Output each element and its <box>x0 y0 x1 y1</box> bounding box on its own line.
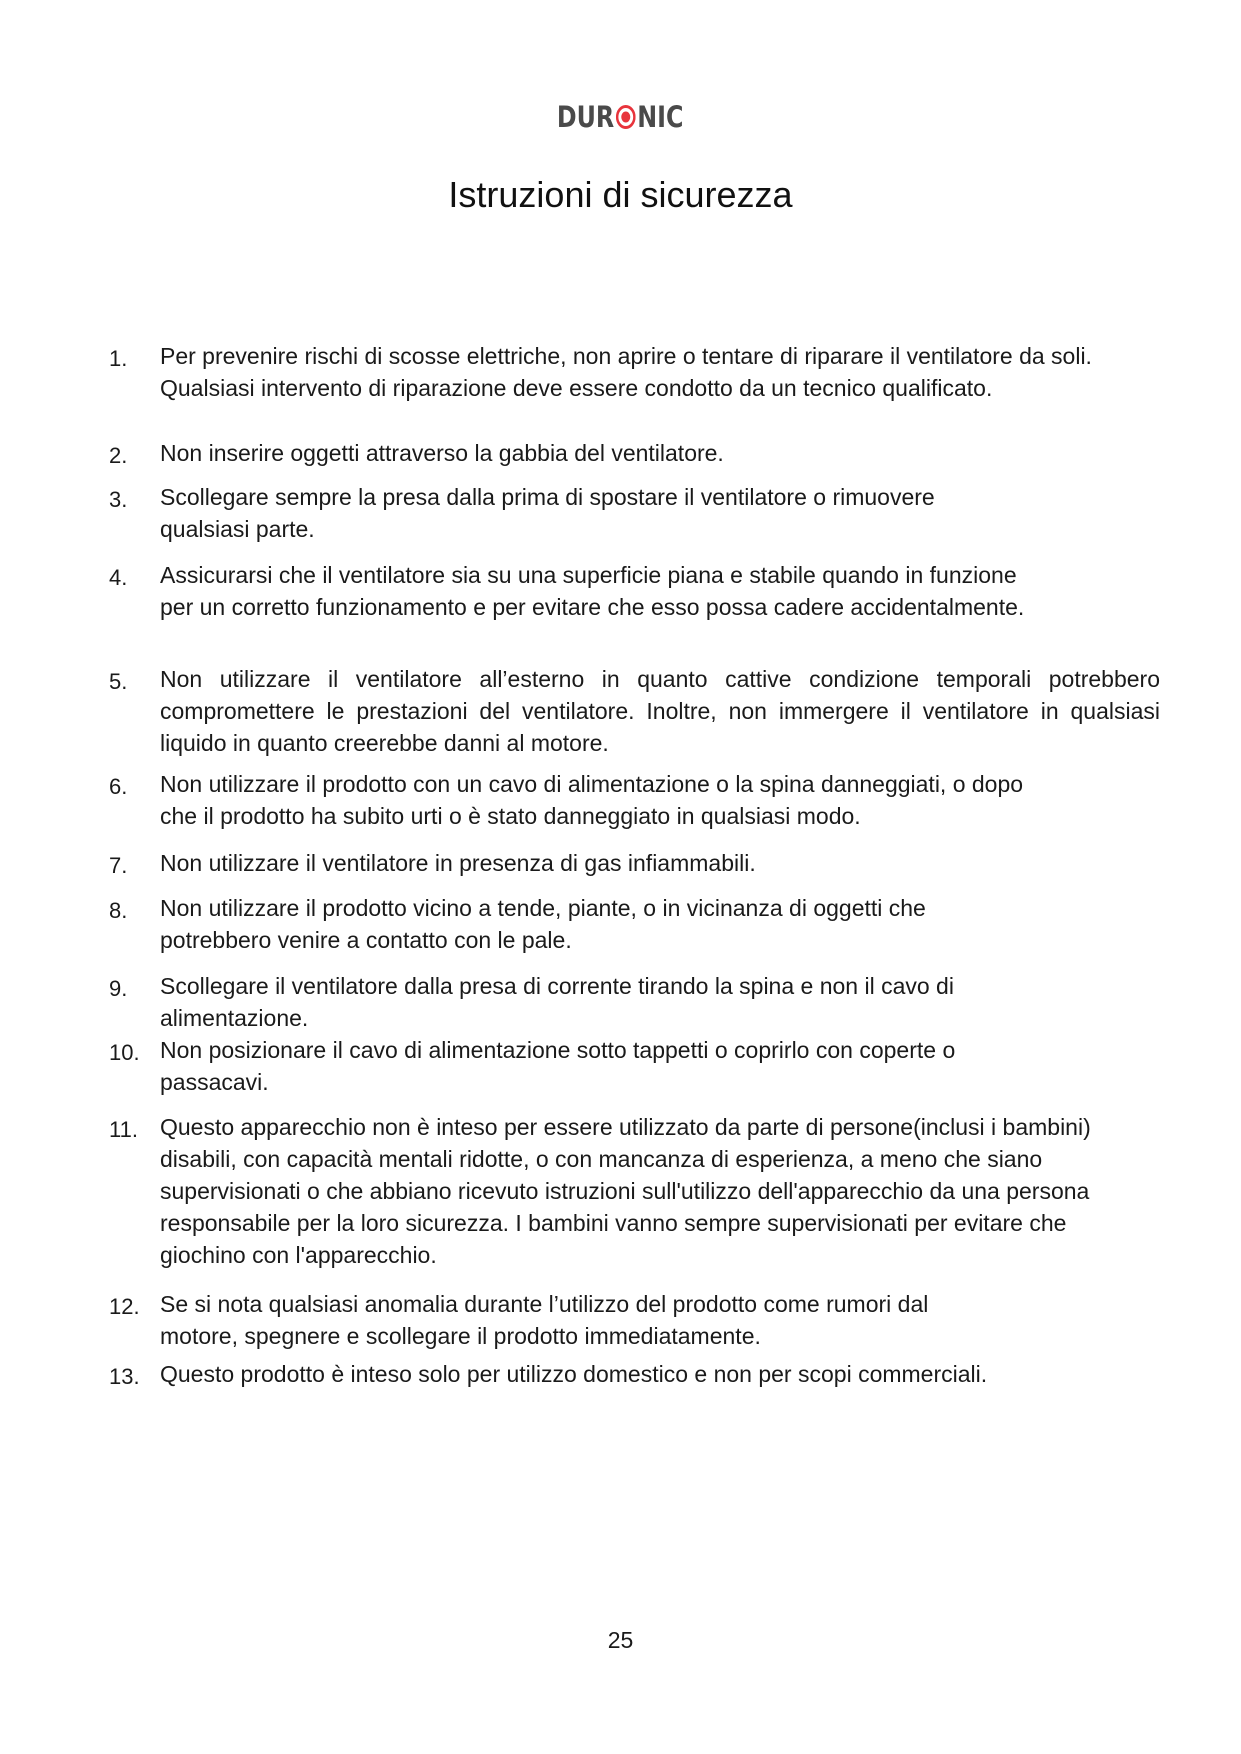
item-number: 11. <box>109 1117 138 1142</box>
brand-text-right: NIC <box>637 100 684 134</box>
item-number: 8. <box>109 898 128 923</box>
item-text: Questo prodotto è inteso solo per utilizzo domestico e non per scopi commerciali. <box>160 1361 988 1387</box>
item-text: Questo apparecchio non è inteso per essere utilizzato da parte di persone(inclusi i bambini) disabili, con capacità mentali ridotte, o con mancanza di esperienza, a meno che siano supervisionati o che abbiano ricevuto istruzioni sull'utilizzo dell'apparecchio da una persona responsabile per la loro sicurezza. I bambini vanno sempre supervisionati per evitare che giochino con l'apparecchio. <box>160 1114 1091 1268</box>
power-o-icon <box>616 105 636 129</box>
item-text: Non posizionare il cavo di alimentazione sotto tappetti o coprirlo con coperte o passacavi. <box>160 1037 956 1095</box>
item-number: 3. <box>109 487 128 512</box>
item-text: Per prevenire rischi di scosse elettriche, non aprire o tentare di riparare il ventilatore da soli. Qualsiasi intervento di riparazione deve essere condotto da un tecnico qualificato. <box>160 343 1092 401</box>
item-number: 4. <box>109 565 128 590</box>
brand-text-left: DUR <box>557 100 615 134</box>
item-text: Non utilizzare il prodotto vicino a tende, piante, o in vicinanza di oggetti che potrebbero venire a contatto con le pale. <box>160 895 926 953</box>
item-number: 7. <box>109 853 128 878</box>
item-text: Scollegare il ventilatore dalla presa di corrente tirando la spina e non il cavo di alimentazione. <box>160 973 954 1031</box>
item-number: 6. <box>109 774 128 799</box>
item-text: Se si nota qualsiasi anomalia durante l’utilizzo del prodotto come rumori dal motore, spegnere e scollegare il prodotto immediatamente. <box>160 1291 929 1349</box>
item-text: Non utilizzare il prodotto con un cavo di alimentazione o la spina danneggiati, o dopo che il prodotto ha subito urti o è stato danneggiato in qualsiasi modo. <box>160 771 1024 829</box>
brand-wordmark <box>557 100 684 134</box>
item-text: Non utilizzare il ventilatore in presenza di gas infiammabili. <box>160 850 756 876</box>
page-title: Istruzioni di sicurezza <box>448 174 793 215</box>
item-number: 13. <box>109 1364 140 1389</box>
item-number: 12. <box>109 1294 140 1319</box>
brand-logo <box>0 100 1241 140</box>
item-text: Scollegare sempre la presa dalla prima di spostare il ventilatore o rimuovere qualsiasi parte. <box>160 484 935 542</box>
item-number: 2. <box>109 443 128 468</box>
item-number: 1. <box>109 346 128 371</box>
item-number: 5. <box>109 669 128 694</box>
item-number: 10. <box>109 1040 140 1065</box>
item-text: Assicurarsi che il ventilatore sia su una superficie piana e stabile quando in funzione per un corretto funzionamento e per evitare che esso possa cadere accidentalmente. <box>160 562 1025 620</box>
item-text: Non inserire oggetti attraverso la gabbia del ventilatore. <box>160 440 724 466</box>
item-text: Non utilizzare il ventilatore all’esterno in quanto cattive condizione temporali potrebbero compromettere le prestazioni del ventilatore. Inoltre, non immergere il ventilatore in qualsiasi liquido in quanto creerebbe danni al motore. <box>160 666 1160 756</box>
page-number: 25 <box>607 1627 634 1653</box>
item-number: 9. <box>109 976 128 1001</box>
